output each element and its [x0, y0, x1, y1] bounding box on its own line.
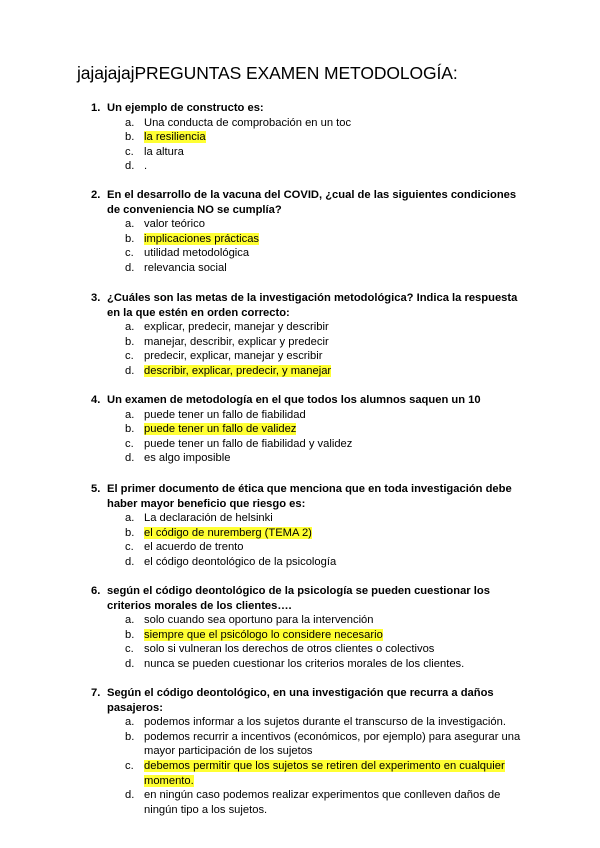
question-text: El primer documento de ética que menciona que en toda investigación debe haber mayor beneficio que riesgo es: [107, 483, 512, 510]
question-number: 3. [91, 292, 101, 304]
question-text: En el desarrollo de la vacuna del COVID, ¿cual de las siguientes condiciones de conveniencia NO se cumplía? [107, 189, 517, 216]
question-number: 1. [91, 102, 101, 114]
answer-option [77, 730, 527, 759]
question-number: 4. [91, 394, 101, 406]
option-letter: a. [125, 116, 135, 129]
option-letter: b. [125, 131, 135, 144]
question-text: Según el código deontológico, en una investigación que recurra a daños pasajeros: [107, 687, 494, 714]
answer-option [77, 320, 527, 335]
option-text: relevancia social [144, 261, 227, 274]
answer-option [77, 715, 527, 730]
option-text: . [144, 160, 148, 173]
answer-option [77, 145, 527, 160]
option-letter: d. [125, 657, 135, 670]
option-text-highlighted: implicaciones prácticas [144, 232, 260, 245]
option-text-highlighted: debemos permitir que los sujetos se retiren del experimento en cualquier momento. [144, 759, 505, 787]
question-heading [77, 393, 527, 408]
answer-option [77, 335, 527, 350]
answer-option [77, 408, 527, 423]
option-text: podemos informar a los sujetos durante el transcurso de la investigación. [144, 716, 506, 729]
answer-option [77, 261, 527, 276]
option-letter: b. [125, 730, 135, 743]
option-text: en ningún caso podemos realizar experimentos que conlleven daños de ningún tipo a los sujetos. [144, 789, 501, 816]
option-letter: d. [125, 364, 135, 377]
option-text: solo si vulneran los derechos de otros clientes o colectivos [144, 643, 435, 656]
option-text: puede tener un fallo de fiabilidad [144, 408, 306, 421]
option-text: puede tener un fallo de fiabilidad y validez [144, 437, 353, 450]
question-heading [77, 291, 527, 320]
option-letter: d. [125, 555, 135, 568]
question-number: 6. [91, 585, 101, 597]
answer-options [77, 320, 527, 378]
answer-option [77, 232, 527, 247]
option-text: valor teórico [144, 218, 205, 231]
option-letter: d. [125, 261, 135, 274]
answer-option [77, 642, 527, 657]
question-text: según el código deontológico de la psicología se pueden cuestionar los criterios morales de los clientes…. [107, 585, 490, 612]
answer-options [77, 408, 527, 466]
answer-option [77, 555, 527, 570]
option-letter: b. [125, 423, 135, 436]
question-1 [77, 101, 527, 174]
option-letter: c. [125, 759, 134, 772]
answer-option [77, 422, 527, 437]
option-letter: c. [125, 437, 134, 450]
answer-options [77, 116, 527, 174]
question-text: ¿Cuáles son las metas de la investigación metodológica? Indica la respuesta en la que estén en orden correcto: [107, 292, 518, 319]
option-letter: c. [125, 643, 134, 656]
question-heading [77, 482, 527, 511]
page-title: jajajajajPREGUNTAS EXAMEN METODOLOGÍA: [77, 63, 458, 83]
answer-option [77, 759, 527, 788]
answer-option [77, 246, 527, 261]
answer-option [77, 657, 527, 672]
option-letter: d. [125, 452, 135, 465]
question-heading [77, 101, 527, 116]
option-letter: b. [125, 335, 135, 348]
option-letter: a. [125, 614, 135, 627]
option-letter: b. [125, 232, 135, 245]
option-text: el código deontológico de la psicología [144, 555, 337, 568]
option-text: Una conducta de comprobación en un toc [144, 116, 352, 129]
answer-option [77, 451, 527, 466]
option-text: manejar, describir, explicar y predecir [144, 335, 329, 348]
question-text: Un ejemplo de constructo es: [107, 102, 264, 114]
question-heading [77, 188, 527, 217]
option-letter: a. [125, 218, 135, 231]
question-5 [77, 482, 527, 570]
option-text-highlighted: la resiliencia [144, 131, 206, 144]
question-number: 2. [91, 189, 101, 201]
option-text-highlighted: siempre que el psicólogo lo considere necesario [144, 628, 383, 641]
answer-options [77, 511, 527, 569]
option-letter: a. [125, 512, 135, 525]
question-2 [77, 188, 527, 276]
answer-options [77, 715, 527, 817]
option-letter: c. [125, 541, 134, 554]
option-text: podemos recurrir a incentivos (económicos, por ejemplo) para asegurar una mayor participación de los sujetos [144, 730, 521, 758]
answer-options [77, 613, 527, 671]
question-7 [77, 686, 527, 817]
option-text-highlighted: el código de nuremberg (TEMA 2) [144, 526, 312, 539]
answer-option [77, 511, 527, 526]
option-text: es algo imposible [144, 452, 231, 465]
option-text: solo cuando sea oportuno para la intervención [144, 614, 374, 627]
question-heading [77, 686, 527, 715]
option-letter: a. [125, 716, 135, 729]
answer-option [77, 788, 527, 817]
option-letter: c. [125, 145, 134, 158]
answer-option [77, 613, 527, 628]
answer-option [77, 116, 527, 131]
question-3 [77, 291, 527, 379]
option-text: La declaración de helsinki [144, 512, 273, 525]
option-letter: b. [125, 526, 135, 539]
option-text: utilidad metodológica [144, 247, 250, 260]
answer-option [77, 349, 527, 364]
option-text-highlighted: puede tener un fallo de validez [144, 423, 297, 436]
option-text: predecir, explicar, manejar y escribir [144, 350, 323, 363]
answer-option [77, 540, 527, 555]
question-6 [77, 584, 527, 672]
answer-option [77, 130, 527, 145]
option-text: nunca se pueden cuestionar los criterios morales de los clientes. [144, 657, 465, 670]
option-text: el acuerdo de trento [144, 541, 244, 554]
answer-option [77, 437, 527, 452]
option-letter: d. [125, 789, 135, 802]
option-text-highlighted: describir, explicar, predecir, y manejar [144, 364, 332, 377]
option-text: explicar, predecir, manejar y describir [144, 321, 329, 334]
answer-option [77, 217, 527, 232]
answer-option [77, 159, 527, 174]
option-letter: c. [125, 350, 134, 363]
answer-option [77, 628, 527, 643]
answer-options [77, 217, 527, 275]
question-4 [77, 393, 527, 466]
option-letter: c. [125, 247, 134, 260]
answer-option [77, 364, 527, 379]
question-heading [77, 584, 527, 613]
option-letter: b. [125, 628, 135, 641]
option-letter: d. [125, 160, 135, 173]
option-letter: a. [125, 321, 135, 334]
question-number: 7. [91, 687, 101, 699]
answer-option [77, 526, 527, 541]
option-text: la altura [144, 145, 184, 158]
question-number: 5. [91, 483, 101, 495]
question-text: Un examen de metodología en el que todos los alumnos saquen un 10 [107, 394, 481, 406]
option-letter: a. [125, 408, 135, 421]
